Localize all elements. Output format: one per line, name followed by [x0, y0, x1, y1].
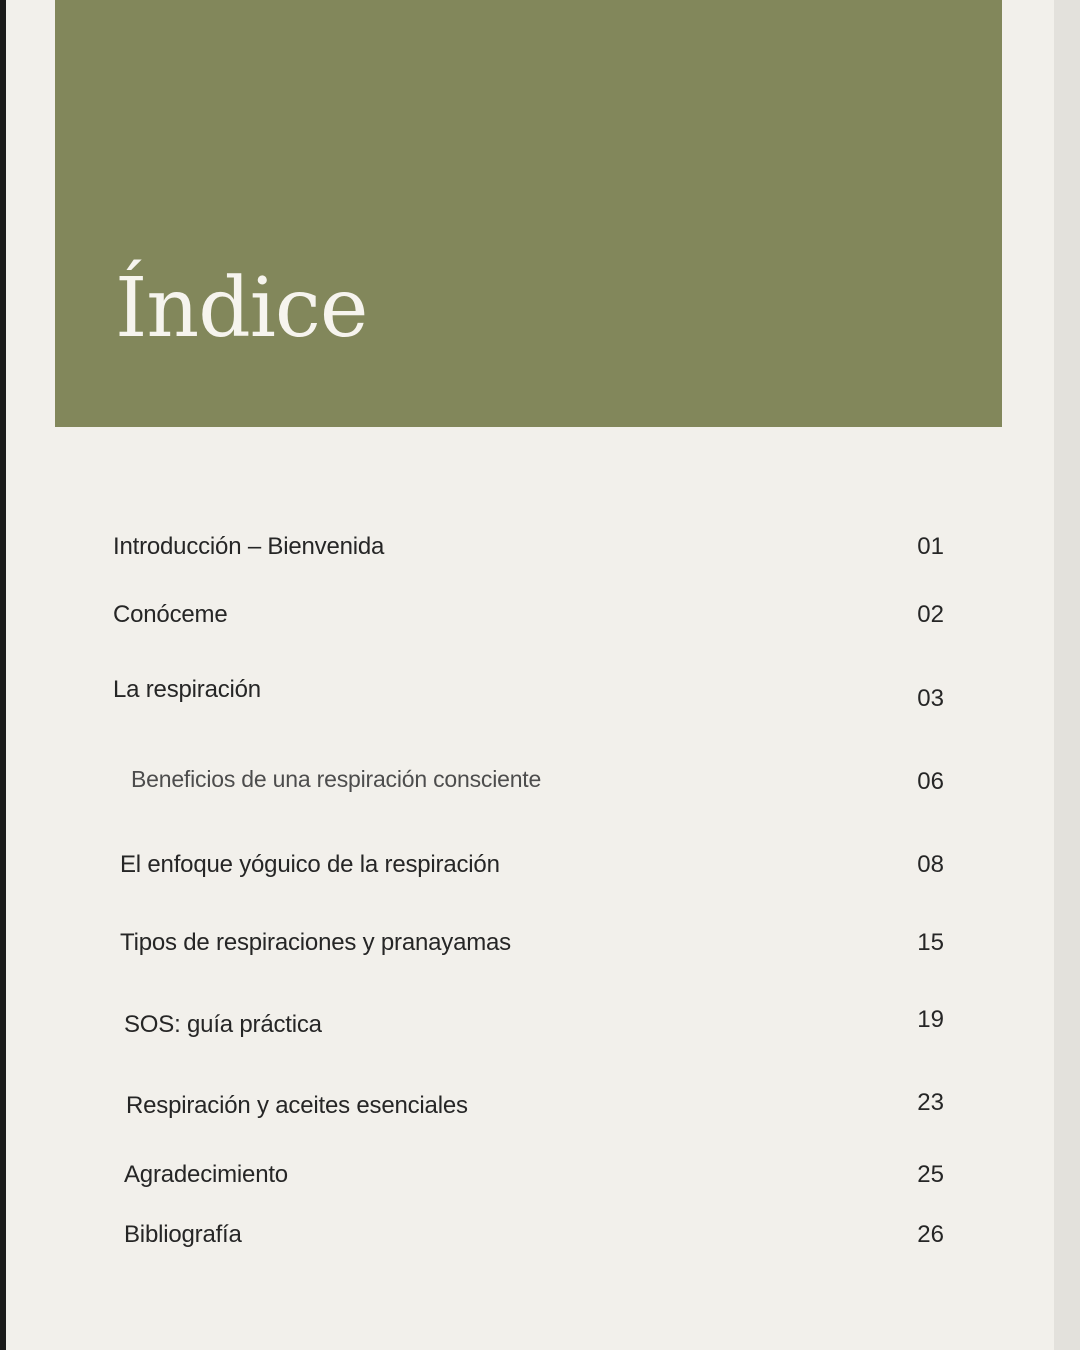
table-of-contents	[6, 0, 1054, 1350]
document-page	[6, 0, 1054, 1350]
toc-entry-label: Tipos de respiraciones y pranayamas	[120, 929, 511, 956]
toc-entry-label: El enfoque yóguico de la respiración	[120, 851, 500, 878]
toc-entry-sos-guia	[6, 1006, 1054, 1038]
toc-entry-label: Respiración y aceites esenciales	[126, 1092, 468, 1119]
toc-entry-label: Beneficios de una respiración consciente	[131, 766, 542, 792]
toc-entry-beneficios	[6, 764, 1054, 795]
toc-entry-label: La respiración	[113, 676, 261, 703]
toc-entry-agradecimiento	[6, 1160, 1054, 1188]
toc-entry-page-number: 15	[917, 929, 944, 956]
page-edge-shadow	[1054, 0, 1080, 1350]
toc-entry-page-number: 02	[917, 601, 944, 628]
toc-entry-aceites-esenciales	[6, 1089, 1054, 1119]
toc-entry-la-respiracion	[6, 675, 1054, 712]
toc-entry-page-number: 08	[917, 851, 944, 878]
toc-entry-label: Introducción – Bienvenida	[113, 533, 385, 560]
toc-entry-enfoque-yoguico	[6, 850, 1054, 878]
toc-entry-page-number: 06	[917, 768, 944, 795]
toc-entry-introduccion	[6, 532, 1054, 560]
toc-entry-page-number: 03	[917, 685, 944, 712]
toc-entry-label: Conóceme	[113, 601, 228, 628]
toc-entry-page-number: 19	[917, 1006, 944, 1033]
toc-entry-page-number: 23	[917, 1089, 944, 1116]
toc-entry-label: Bibliografía	[124, 1221, 242, 1248]
toc-entry-bibliografia	[6, 1220, 1054, 1248]
toc-entry-label: Agradecimiento	[124, 1161, 288, 1188]
toc-entry-conoceme	[6, 600, 1054, 628]
toc-entry-page-number: 26	[917, 1221, 944, 1248]
page-title: Índice	[115, 261, 368, 356]
toc-entry-label: SOS: guía práctica	[124, 1011, 322, 1038]
toc-entry-page-number: 01	[917, 533, 944, 560]
toc-entry-tipos-respiraciones	[6, 928, 1054, 956]
toc-entry-page-number: 25	[917, 1161, 944, 1188]
